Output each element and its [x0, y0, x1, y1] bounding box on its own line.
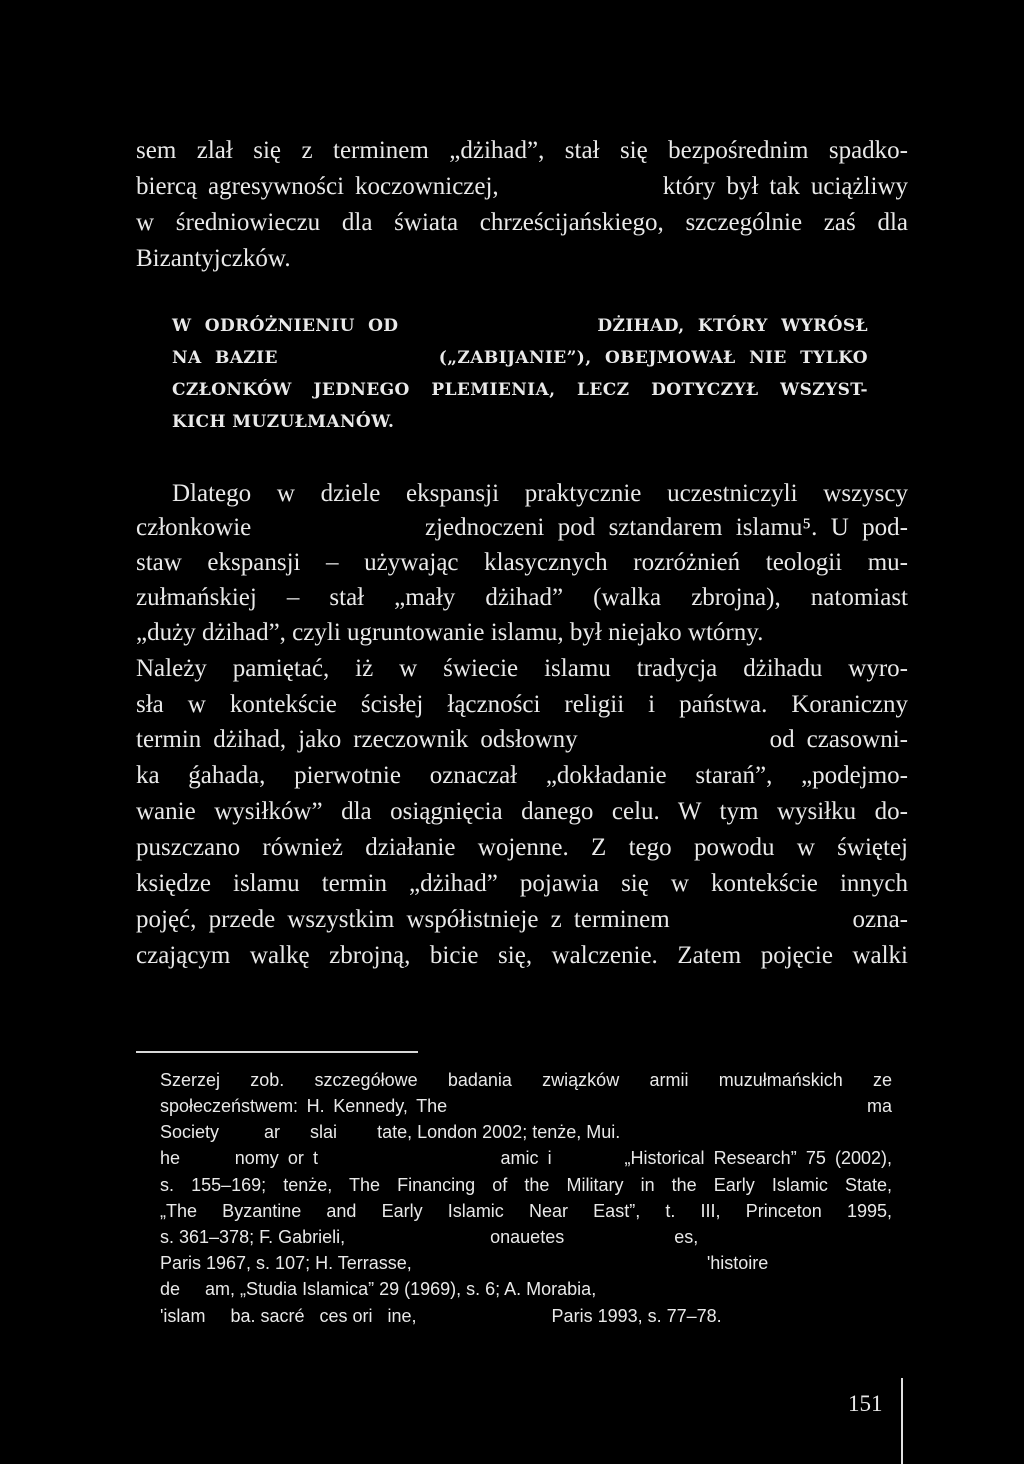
footnote-line: s. 155–169; tenże, The Financing of the Military in the Early Islamic State, — [160, 1175, 892, 1195]
text-line: Dlatego w dziele ekspansji praktycznie uczestniczyli wszyscy — [172, 480, 908, 507]
footnote-line: „The Byzantine and Early Islamic Near East”, t. III, Princeton 1995, — [160, 1201, 892, 1221]
text-line: w średniowieczu dla świata chrześcijańskiego, szczególnie zaś dla — [136, 209, 908, 236]
footnote-line: Society ar slai tate, London 2002; tenże, Mui. — [160, 1122, 621, 1142]
text-line: Należy pamiętać, iż w świecie islamu tradycja dżihadu wyro- — [136, 655, 908, 682]
footnote-line: Szerzej zob. szczegółowe badania związków armii muzułmańskich ze — [160, 1070, 892, 1090]
text-line: pojęć, przede wszystkim współistnieje z terminem ozna- — [136, 906, 908, 933]
text-line: sła w kontekście ścisłej łączności religii i państwa. Koraniczny — [136, 691, 908, 718]
text-line: księdze islamu termin „dżihad” pojawia się w kontekście innych — [136, 870, 908, 897]
text-line: Bizantyjczków. — [136, 245, 291, 272]
highlight-line: NA BAZIE („ZABIJANIE”), OBEJMOWAŁ NIE TYLKO — [172, 348, 868, 368]
text-line: biercą agresywności koczowniczej, który był tak uciążliwy — [136, 173, 908, 200]
text-line: „duży dżihad”, czyli ugruntowanie islamu, był niejako wtórny. — [136, 619, 764, 646]
footnote-line: 'islam ba. sacré ces ori ine, Paris 1993, s. 77–78. — [160, 1306, 722, 1326]
text-line: czającym walkę zbrojną, bicie się, walczenie. Zatem pojęcie walki — [136, 942, 908, 969]
highlight-line: W ODRÓŻNIENIU OD DŻIHAD, KTÓRY WYRÓSŁ — [172, 316, 868, 336]
footnote-rule — [136, 1051, 418, 1053]
text-line: ka ǵahada, pierwotnie oznaczał „dokładanie starań”, „podejmo- — [136, 762, 908, 789]
highlight-line: CZŁONKÓW JEDNEGO PLEMIENIA, LECZ DOTYCZYŁ WSZYST- — [172, 380, 868, 400]
text-line: sem zlał się z terminem „dżihad”, stał się bezpośrednim spadko- — [136, 137, 908, 164]
footnote-line: Paris 1967, s. 107; H. Terrasse, 'histoire — [160, 1253, 769, 1273]
page-number: 151 — [848, 1391, 883, 1416]
text-line: staw ekspansji – używając klasycznych rozróżnień teologii mu- — [136, 549, 908, 576]
highlight-line: KICH MUZUŁMANÓW. — [172, 412, 395, 432]
text-line: termin dżihad, jako rzeczownik odsłowny od czasowni- — [136, 726, 908, 753]
text-line: wanie wysiłków” dla osiągnięcia danego celu. W tym wysiłku do- — [136, 798, 908, 825]
footnote-line: de am, „Studia Islamica” 29 (1969), s. 6; A. Morabia, — [160, 1279, 597, 1299]
footnote-line: he nomy or t amic i „Historical Research” 75 (2002), — [160, 1148, 892, 1168]
footnote-line: społeczeństwem: H. Kennedy, The ma — [160, 1096, 892, 1116]
footnote-line: s. 361–378; F. Gabrieli, onauetes es, — [160, 1227, 699, 1247]
text-line: puszczano również działanie wojenne. Z tego powodu w świętej — [136, 834, 908, 861]
text-line: członkowie zjednoczeni pod sztandarem islamu⁵. U pod- — [136, 514, 908, 541]
page-number-bar — [901, 1378, 903, 1464]
text-line: zułmańskiej – stał „mały dżihad” (walka zbrojna), natomiast — [136, 584, 908, 611]
